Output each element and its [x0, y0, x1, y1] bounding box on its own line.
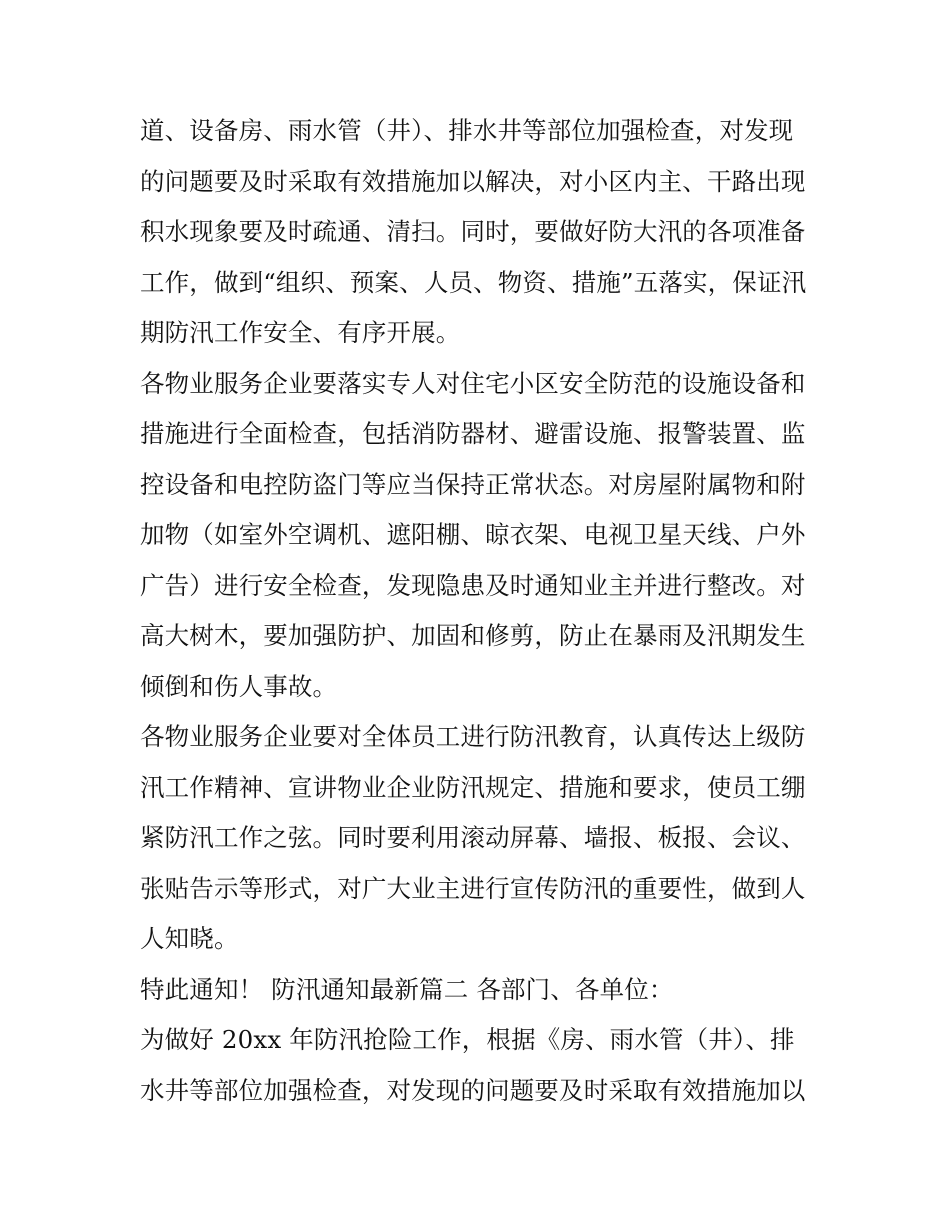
text-line: 特此通知！ 防汛通知最新篇二 各部门、各单位： — [140, 974, 674, 1004]
text-line: 水井等部位加强检查，对发现的问题要及时采取有效措施加以 — [140, 1075, 806, 1105]
text-line: 各物业服务企业要对全体员工进行防汛教育，认真传达上级防 — [140, 722, 806, 751]
document-page — [140, 106, 820, 1116]
text-line: 各物业服务企业要落实专人对住宅小区安全防范的设施设备和 — [140, 368, 806, 398]
text-line: 措施进行全面检查，包括消防器材、避雷设施、报警装置、监 — [140, 419, 806, 448]
text-line: 人知晓。 — [140, 924, 239, 953]
text-line: 张贴告示等形式，对广大业主进行宣传防汛的重要性，做到人 — [140, 873, 806, 903]
text-line: 期防汛工作安全、有序开展。 — [140, 318, 461, 347]
text-line: 的问题要及时采取有效措施加以解决，对小区内主、干路出现 — [140, 166, 806, 196]
text-line: 道、设备房、雨水管（井）、排水井等部位加强检查，对发现 — [140, 116, 794, 145]
text-line: 工作，做到“组织、预案、人员、物资、措施”五落实，保证汛 — [140, 267, 807, 297]
text-line: 汛工作精神、宣讲物业企业防汛规定、措施和要求，使员工绷 — [140, 772, 806, 802]
text-line: 加物（如室外空调机、遮阳棚、晾衣架、电视卫星天线、户外 — [140, 520, 806, 549]
text-line: 控设备和电控防盗门等应当保持正常状态。对房屋附属物和附 — [140, 469, 806, 499]
text-line: 紧防汛工作之弦。同时要利用滚动屏幕、墙报、板报、会议、 — [140, 823, 806, 852]
text-line: 为做好 20xx 年防汛抢险工作，根据《房、雨水管（井）、排 — [140, 1025, 795, 1054]
text-line: 积水现象要及时疏通、清扫。同时，要做好防大汛的各项准备 — [140, 217, 806, 246]
text-line: 广告）进行安全检查，发现隐患及时通知业主并进行整改。对 — [140, 570, 806, 600]
text-line: 高大树木，要加强防护、加固和修剪，防止在暴雨及汛期发生 — [140, 621, 806, 650]
text-line: 倾倒和伤人事故。 — [140, 671, 338, 701]
